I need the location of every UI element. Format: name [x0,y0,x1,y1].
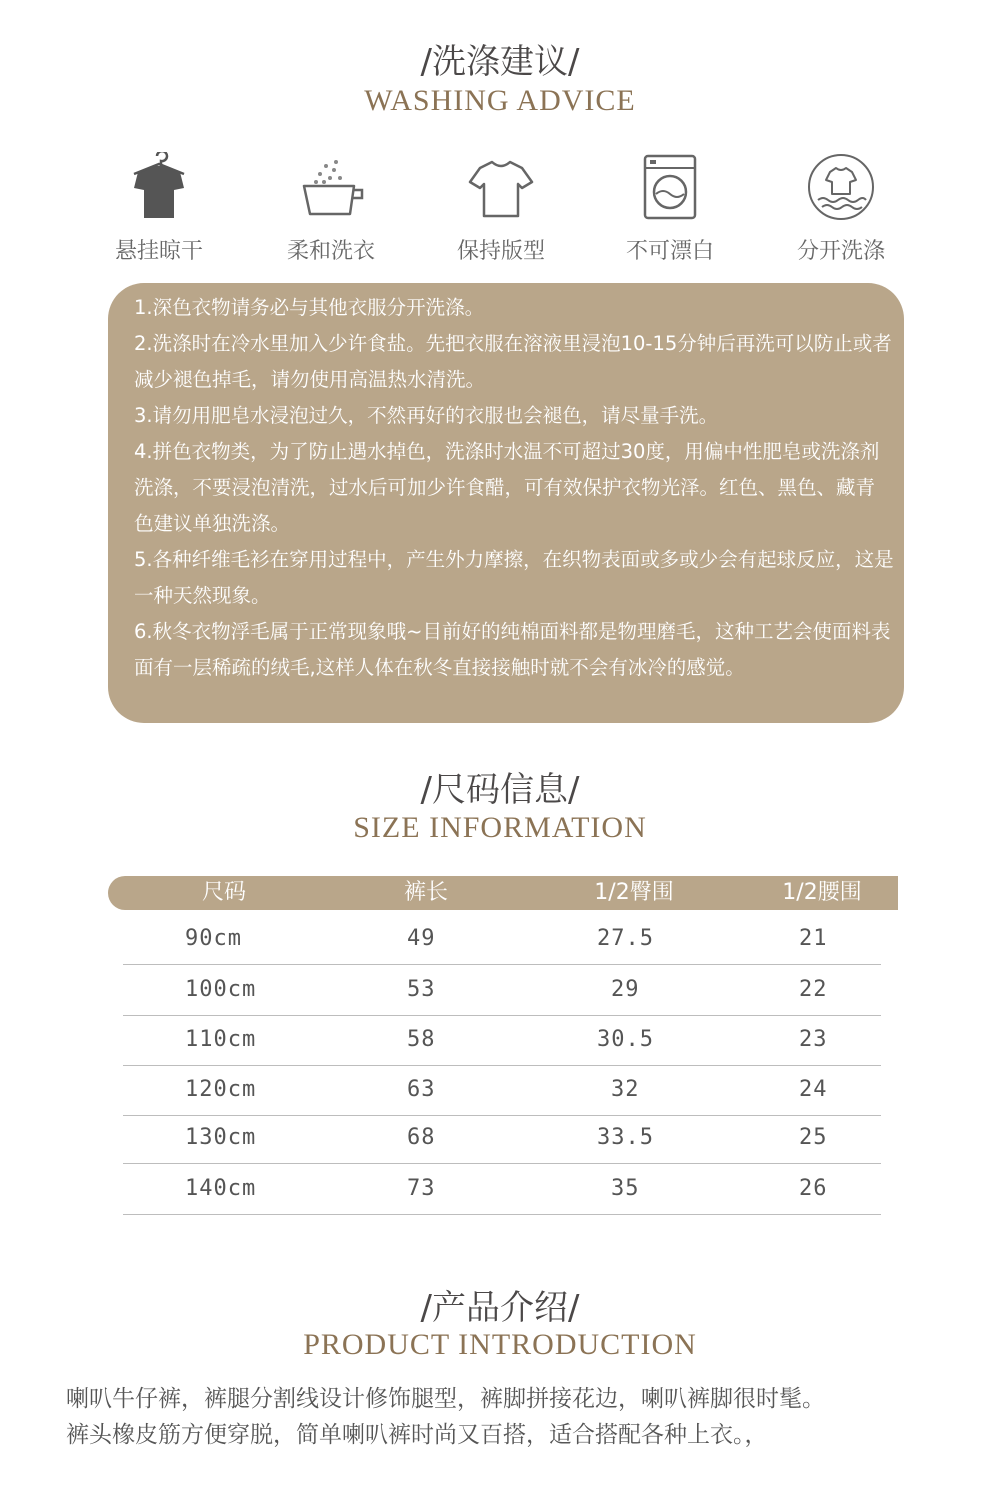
advice-tip: 3.请勿用肥皂水浸泡过久，不然再好的衣服也会褪色，请尽量手洗。 [134,404,719,427]
cell-size: 140cm [185,1176,257,1201]
cell-length: 73 [407,1176,436,1201]
cell-waist: 22 [799,977,828,1002]
advice-tip: 2.洗涤时在冷水里加入少许食盐。先把衣服在溶液里浸泡10-15分钟后再洗可以防止或者减少褪色掉毛，请勿使用高温热水清洗。 [134,332,892,391]
cell-size: 90cm [185,926,242,951]
cell-waist: 26 [799,1176,828,1201]
care-label: 柔和洗衣 [286,239,375,264]
care-label: 分开洗涤 [796,239,885,264]
cell-waist: 25 [799,1125,828,1150]
table-row [123,914,881,965]
care-item-no-bleach [605,152,735,265]
cell-hip: 33.5 [597,1125,654,1150]
product-intro [66,1381,986,1453]
advice-tip: 4.拼色衣物类，为了防止遇水掉色，洗涤时水温不可超过30度，用偏中性肥皂或洗涤剂洗涤，不要浸泡清洗，过水后可加少许食醋，可有效保护衣物光泽。红色、黑色、藏青色建议单独洗涤。 [134,440,880,535]
table-row [123,965,881,1016]
table-row [123,1065,881,1116]
care-label: 悬挂晾干 [114,239,203,264]
cell-hip: 30.5 [597,1027,654,1052]
cell-length: 68 [407,1125,436,1150]
care-item-keep-shape [436,152,566,265]
intro-line: 喇叭牛仔裤，裤腿分割线设计修饰腿型，裤脚拼接花边，喇叭裤脚很时髦。 [66,1386,825,1412]
intro-line: 裤头橡皮筋方便穿脱，简单喇叭裤时尚又百搭，适合搭配各种上衣。， [66,1422,768,1448]
cell-size: 110cm [185,1027,257,1052]
care-item-hang-dry [94,152,224,265]
table-row [123,1113,881,1164]
header-length: 裤长 [403,880,448,905]
hanging-shirt-icon [124,152,194,222]
cell-length: 53 [407,977,436,1002]
separate-wash-icon [806,152,876,222]
cell-hip: 35 [611,1176,640,1201]
product-title-en: PRODUCT INTRODUCTION [303,1328,697,1361]
cell-hip: 32 [611,1077,640,1102]
table-row [123,1164,881,1215]
cell-hip: 29 [611,977,640,1002]
cell-waist: 24 [799,1077,828,1102]
cell-length: 63 [407,1077,436,1102]
size-title-cn: /尺码信息/ [420,770,580,810]
shirt-outline-icon [466,152,536,222]
advice-tip: 5.各种纤维毛衫在穿用过程中，产生外力摩擦，在织物表面或多或少会有起球反应，这是一种天然现象。 [134,548,894,607]
header-waist: 1/2腰围 [782,880,862,905]
header-size: 尺码 [201,880,246,905]
cell-hip: 27.5 [597,926,654,951]
washing-title-en: WASHING ADVICE [364,84,636,117]
detergent-scoop-icon [296,152,366,222]
cell-size: 130cm [185,1125,257,1150]
washing-machine-icon [635,152,705,222]
size-table-header [108,876,898,910]
cell-size: 120cm [185,1077,257,1102]
header-hip: 1/2臀围 [594,880,674,905]
care-item-gentle-wash [266,152,396,265]
advice-text [134,290,894,686]
table-row [123,1015,881,1066]
care-label: 保持版型 [456,239,545,264]
product-title-cn: /产品介绍/ [420,1288,580,1328]
cell-waist: 21 [799,926,828,951]
cell-size: 100cm [185,977,257,1002]
size-title-en: SIZE INFORMATION [353,811,647,844]
care-label: 不可漂白 [625,239,714,264]
care-item-separate-wash [776,152,906,265]
cell-length: 49 [407,926,436,951]
advice-tip: 1.深色衣物请务必与其他衣服分开洗涤。 [134,296,485,319]
washing-title-cn: /洗涤建议/ [420,42,580,82]
cell-waist: 23 [799,1027,828,1052]
advice-tip: 6.秋冬衣物浮毛属于正常现象哦~目前好的纯棉面料都是物理磨毛，这种工艺会使面料表面有一层稀疏的绒毛,这样人体在秋冬直接接触时就不会有冰冷的感觉。 [134,620,891,679]
cell-length: 58 [407,1027,436,1052]
